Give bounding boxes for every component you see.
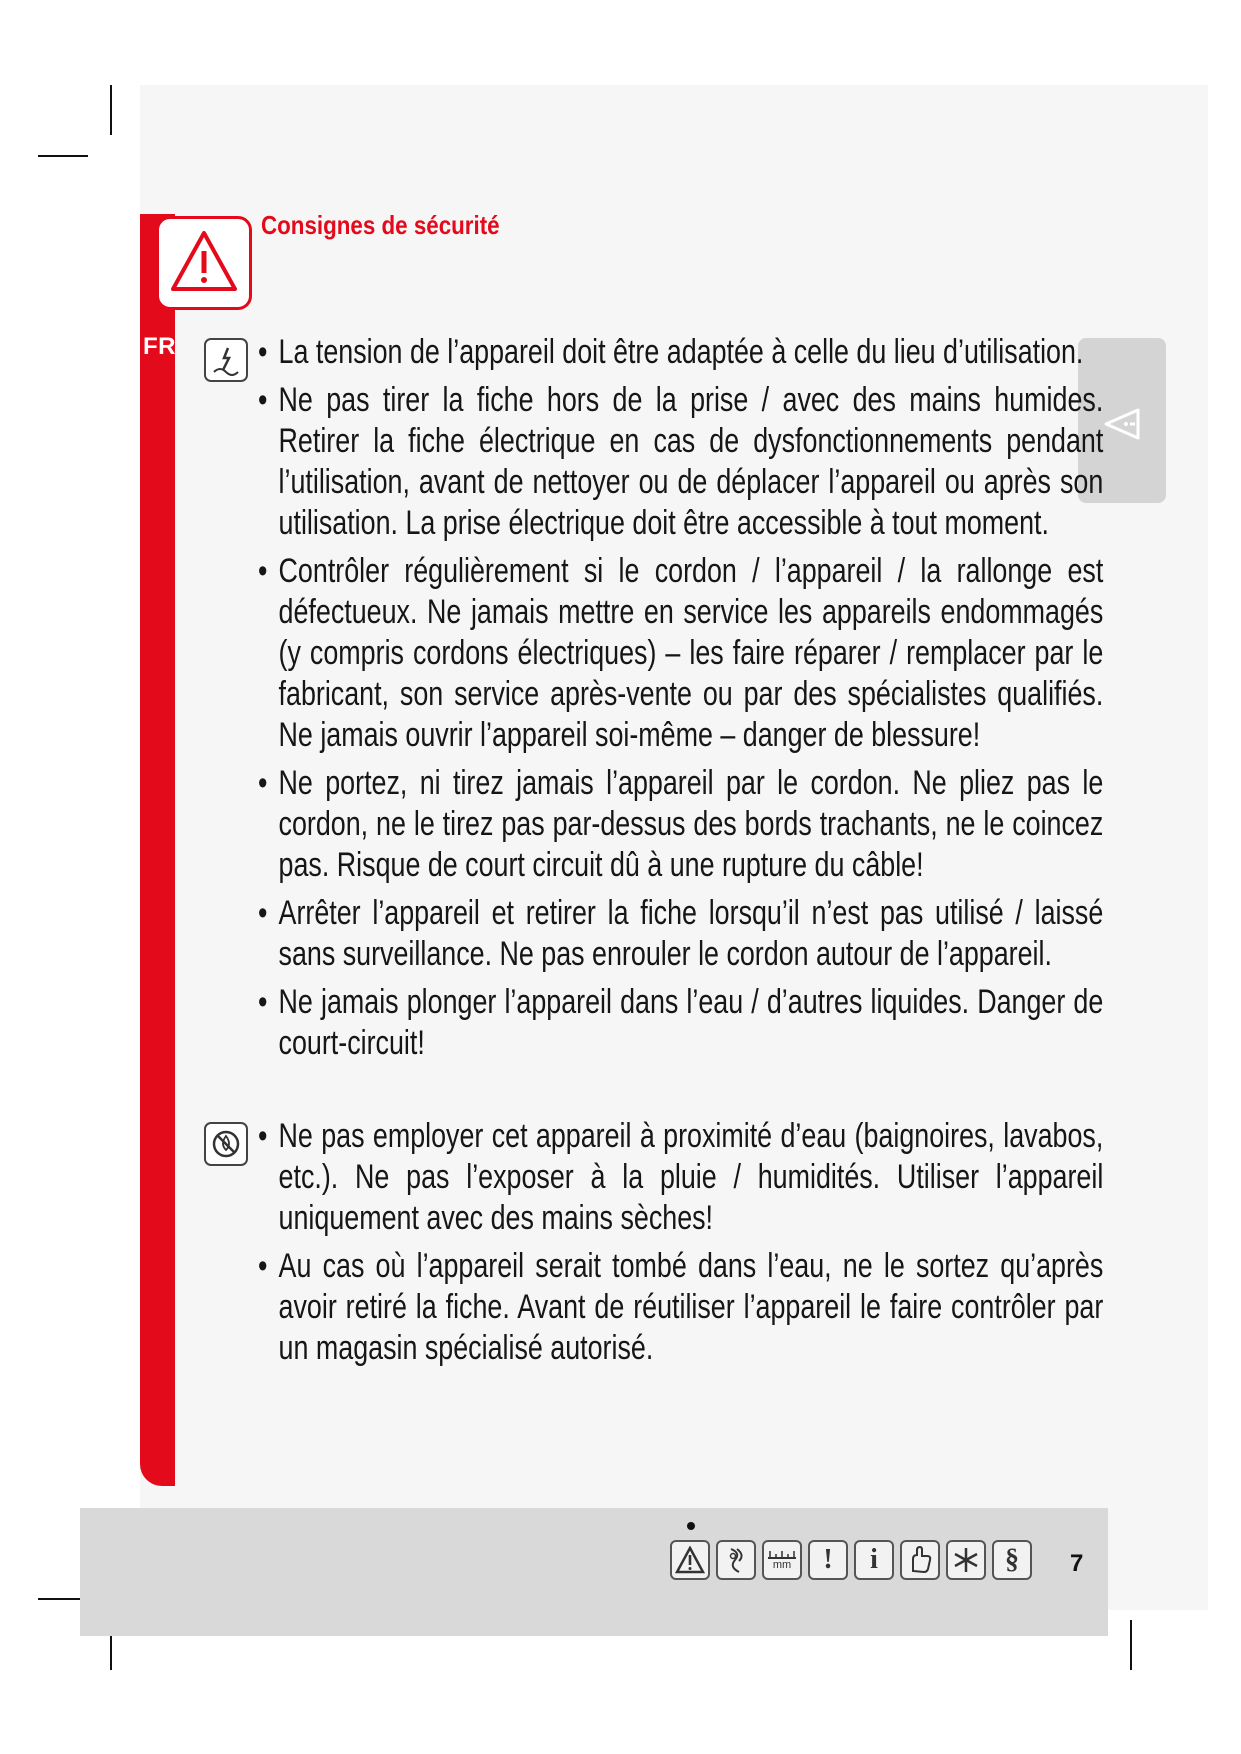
hand-icon[interactable]	[900, 1540, 940, 1580]
page-number: 7	[1070, 1550, 1084, 1577]
warning-badge	[156, 216, 252, 310]
warning-icon-glyph	[675, 1546, 705, 1574]
page-title: Consignes de sécurité	[261, 210, 500, 240]
warning-triangle-icon	[169, 227, 239, 297]
crop-mark	[110, 85, 112, 135]
list-item: • Arrêter l’appareil et retirer la fiche lorsqu’il n’est pas utilisé / laissé sans surveillance. Ne pas enrouler le cordon autour de l’appareil.	[258, 893, 1103, 975]
triangle-left-icon	[1102, 404, 1142, 444]
paragraph-icon[interactable]: §	[992, 1540, 1032, 1580]
list-item: • Au cas où l’appareil serait tombé dans l’eau, ne le sortez qu’après avoir retiré la fiche. Avant de réutiliser l’appareil le faire contrôler par un magasin spécialisé autorisé.	[258, 1246, 1103, 1369]
warning-icon[interactable]	[670, 1540, 710, 1580]
footer-nav	[670, 1540, 1032, 1580]
crop-mark	[1130, 1620, 1132, 1670]
sparkle-icon-glyph	[951, 1545, 981, 1575]
list-item: • Ne pas employer cet appareil à proximité d’eau (baignoires, lavabos, etc.). Ne pas l’exposer à la pluie / humidités. Utiliser l’appareil uniquement avec des mains sèches!	[258, 1116, 1103, 1239]
crop-mark	[38, 155, 88, 157]
list-item: • Ne portez, ni tirez jamais l’appareil par le cordon. Ne pliez pas le cordon, ne le tirez pas par-dessus des bords trachants, ne le coincez pas. Risque de court circuit dû à une rupture du câble!	[258, 763, 1103, 886]
hand-icon-glyph	[905, 1545, 935, 1575]
list-item: • Ne jamais plonger l’appareil dans l’eau / d’autres liquides. Danger de court-circuit!	[258, 982, 1103, 1064]
ruler-icon[interactable]	[762, 1540, 802, 1580]
list-item: • La tension de l’appareil doit être adaptée à celle du lieu d’utilisation.	[258, 332, 1103, 373]
info-icon[interactable]: i	[854, 1540, 894, 1580]
bullet-list-water	[258, 1116, 1103, 1376]
ruler-icon-glyph	[767, 1549, 797, 1559]
list-item: • Contrôler régulièrement si le cordon / l’appareil / la rallonge est défectueux. Ne jamais mettre en service les appareils endommagés (y compris cordons électriques) – les faire réparer / remplacer par le fabricant, son service après-vente ou par des spécialistes qualifiés. Ne jamais ouvrir l’appareil soi-même – danger de blessure!	[258, 551, 1103, 756]
bullet-list-electrical	[258, 332, 1103, 1071]
hair-icon-glyph	[721, 1545, 751, 1575]
active-section-dot	[687, 1522, 695, 1530]
no-water-icon	[204, 1122, 248, 1166]
sparkle-icon[interactable]	[946, 1540, 986, 1580]
section-color-bar	[140, 214, 175, 1486]
list-item: • Ne pas tirer la fiche hors de la prise / avec des mains humides. Retirer la fiche électrique en cas de dysfonctionnements pendant l’utilisation, avant de nettoyer ou de déplacer l’appareil ou après son utilisation. La prise électrique doit être accessible à tout moment.	[258, 380, 1103, 544]
language-label: FR	[143, 333, 176, 360]
hair-icon[interactable]	[716, 1540, 756, 1580]
plug-electric-icon	[204, 338, 248, 382]
exclamation-icon[interactable]: !	[808, 1540, 848, 1580]
ruler-unit-label: mm	[772, 1559, 792, 1571]
